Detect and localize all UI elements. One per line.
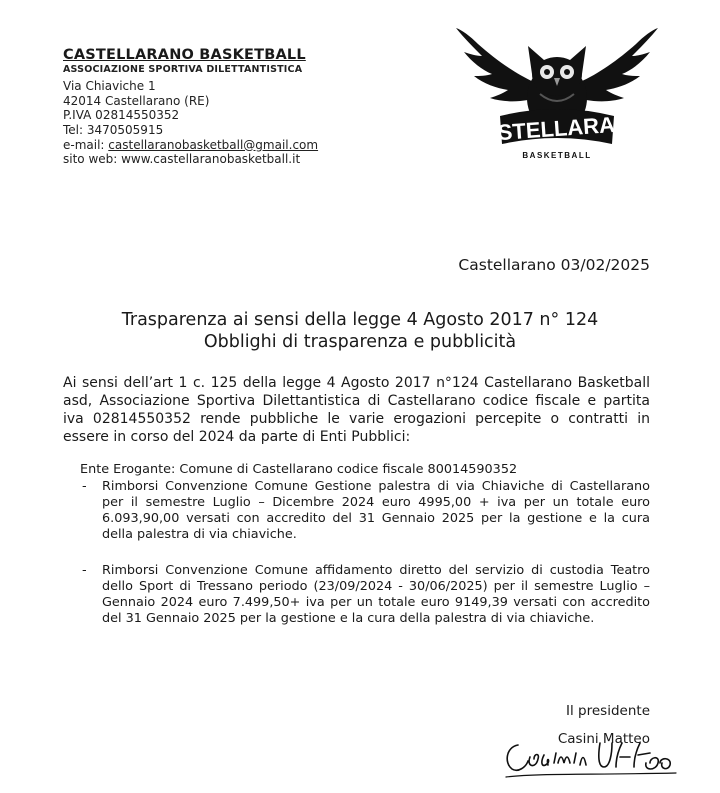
list-bullet: -: [82, 479, 87, 494]
website: sito web: www.castellaranobasketball.it: [63, 152, 301, 167]
left-wing-icon: [456, 28, 534, 101]
list-item: [82, 479, 650, 543]
handwritten-signature: [500, 733, 680, 785]
email-link[interactable]: castellaranobasketball@gmail.com: [108, 137, 319, 152]
email-line: [63, 138, 353, 153]
right-wing-icon: [580, 28, 658, 101]
signer-name: Casini Matteo: [557, 731, 650, 747]
list-item-text: Rimborsi Convenzione Comune Gestione palestra di via Chiaviche di Castellarano per il semestre Luglio – Dicembre 2024 euro 4995,00 + iva per un totale euro 6.093,90,00 versati con accredito del 31 Gennaio 2025 per la gestione e la cura della palestra di via chiaviche.: [102, 479, 650, 542]
list-bullet: -: [82, 563, 87, 578]
document-title: [0, 309, 720, 353]
logo-subtext: BASKETBALL: [522, 151, 592, 160]
intro-paragraph: Ai sensi dell’art 1 c. 125 della legge 4 Agosto 2017 n°124 Castellarano Basketball asd, Associazione Sportiva Dilettantistica di Castellarano codice fiscale e partita iva 02814550352 rende pubbliche le varie erogazioni percepite o contratti in essere in corso del 2024 da parte di Enti Pubblici:: [63, 375, 650, 445]
ente-erogante: Ente Erogante: Comune di Castellarano codice fiscale 80014590352: [80, 462, 518, 477]
title-line-1: Trasparenza ai sensi della legge 4 Agosto 2017 n° 124: [121, 310, 599, 330]
phone-number: Tel: 3470505915: [63, 122, 164, 137]
owl-logo: [452, 16, 662, 164]
title-line-2: Obblighi di trasparenza e pubblicità: [203, 332, 517, 352]
address-line-1: Via Chiaviche 1: [63, 79, 156, 94]
vat-number: P.IVA 02814550352: [63, 108, 180, 123]
document-date: Castellarano 03/02/2025: [458, 256, 650, 274]
email-label: e-mail:: [63, 137, 109, 152]
org-subtitle: ASSOCIAZIONE SPORTIVA DILETTANTISTICA: [63, 63, 303, 75]
logo-text: CASTELLARANO: [465, 109, 649, 148]
letterhead: [63, 48, 353, 167]
list-item: [82, 563, 650, 627]
list-item-text: Rimborsi Convenzione Comune affidamento diretto del servizio di custodia Teatro dello Sport di Tressano periodo (23/09/2024 - 30/06/2025) per il semestre Luglio – Gennaio 2024 euro 7.499,50+ iva per un totale euro 9149,39 versati con accredito del 31 Gennaio 2025 per la gestione e la cura della palestra di via chiaviche.: [102, 563, 650, 626]
org-name: CASTELLARANO BASKETBALL: [63, 47, 306, 63]
address-line-2: 42014 Castellarano (RE): [63, 93, 210, 108]
signer-role: Il presidente: [566, 703, 650, 719]
